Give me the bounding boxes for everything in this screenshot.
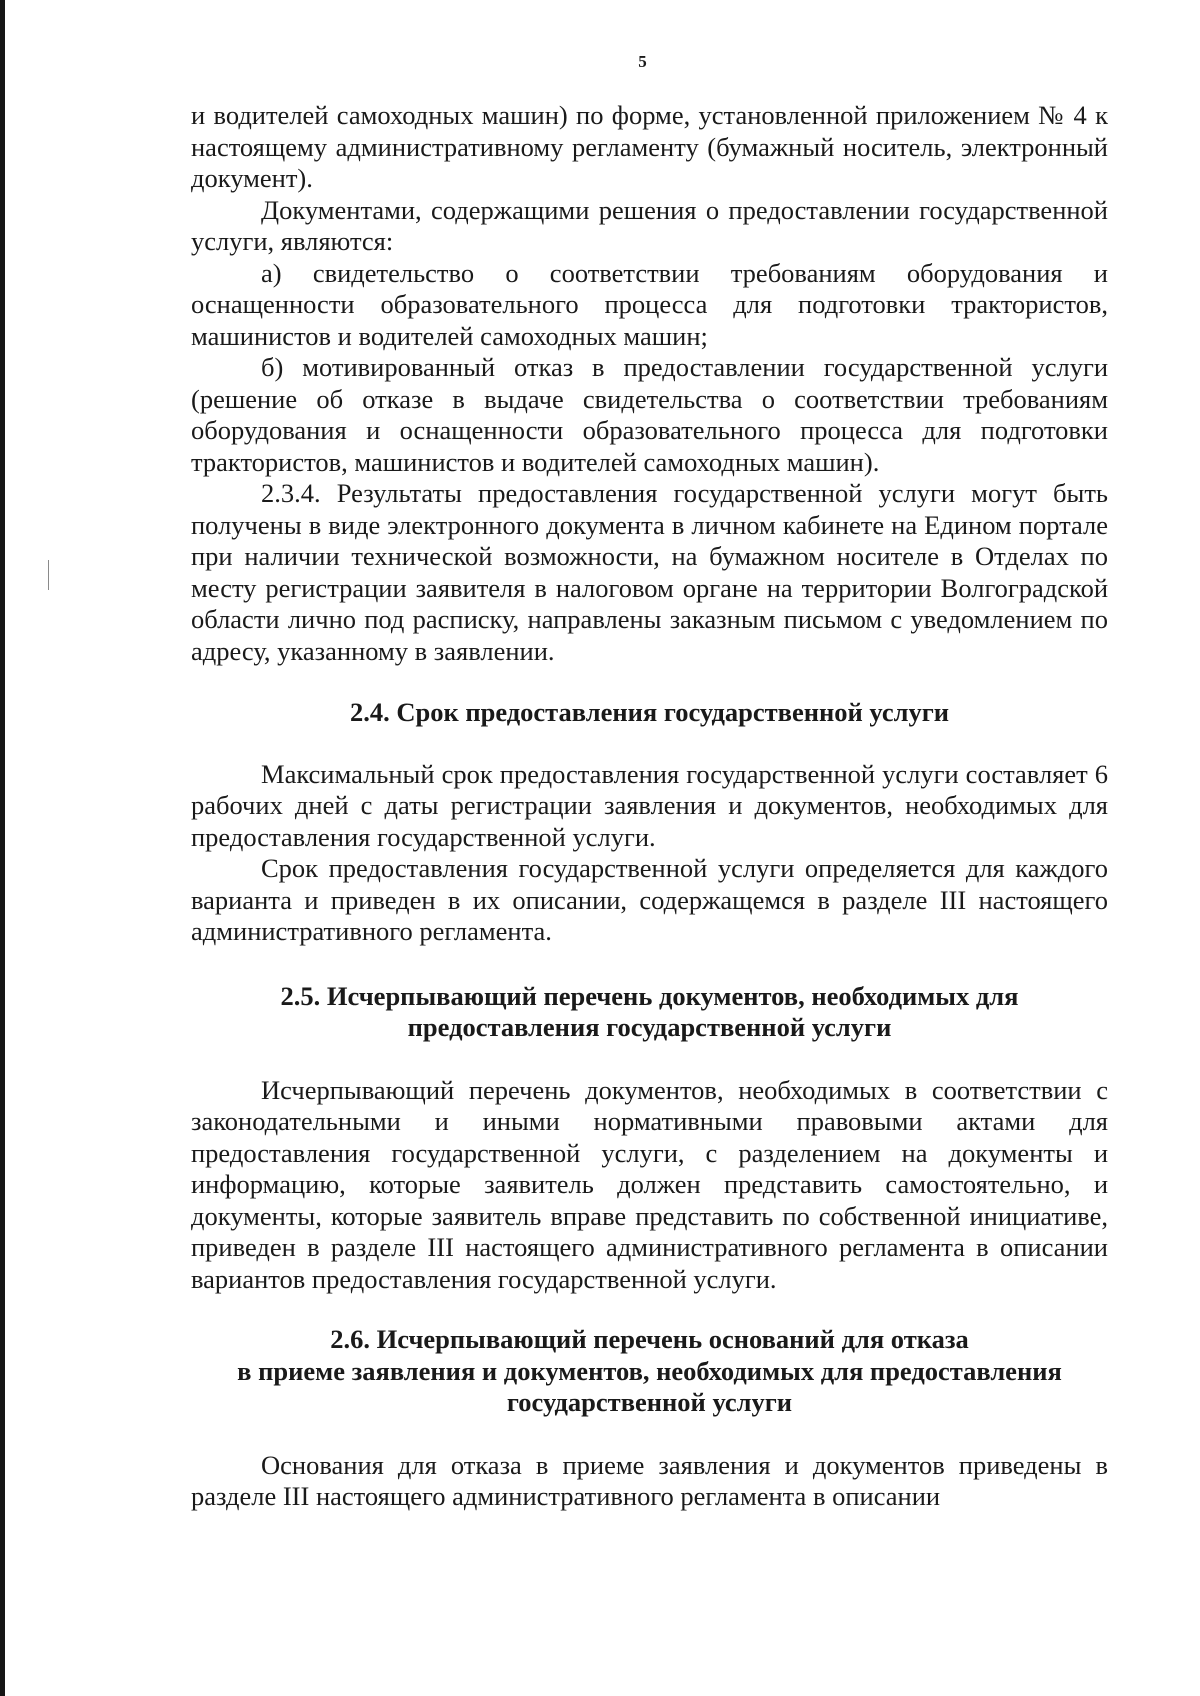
section-heading-2-6-line-1: 2.6. Исчерпывающий перечень оснований для отказа [330,1324,969,1354]
paragraph-2-3-4: 2.3.4. Результаты предоставления государственной услуги могут быть получены в виде электронного документа в личном кабинете на Едином портале при наличии технической возможности, на бумажном носителе в Отделах по месту регистрации заявителя в налоговом органе на территории Волгоградской области лично под расписку, направлены заказным письмом с уведомлением по адресу, указанному в заявлении. [191,478,1108,666]
list-item-b: б) мотивированный отказ в предоставлении государственной услуги (решение об отказе в выдаче свидетельства о соответствии требованиям оборудования и оснащенности образовательного процесса для подготовки трактористов, машинистов и водителей самоходных машин). [191,352,1108,477]
list-item-a: а) свидетельство о соответствии требованиям оборудования и оснащенности образовательного процесса для подготовки трактористов, машинистов и водителей самоходных машин; [191,257,1108,351]
paragraph-term-variant: Срок предоставления государственной услуги определяется для каждого варианта и приведен в их описании, содержащемся в разделе III настоящего административного регламента. [191,853,1108,946]
section-heading-2-5-line-1: 2.5. Исчерпывающий перечень документов, необходимых для [280,980,1019,1011]
section-heading-2-5 [191,981,1108,1044]
document-body [191,100,1108,1513]
paragraph-max-term: Максимальный срок предоставления государственной услуги составляет 6 рабочих дней с даты регистрации заявления и документов, необходимых для предоставления государственной услуги. [191,758,1108,852]
paragraph-refusal-grounds: Основания для отказа в приеме заявления и документов приведены в разделе III настоящего административного регламента в описании [191,1449,1108,1511]
section-heading-2-6-line-2: в приеме заявления и документов, необходимых для предоставления [237,1355,1062,1386]
section-heading-2-6 [191,1324,1108,1419]
section-heading-2-6-line-3: государственной услуги [506,1387,793,1417]
section-heading-2-4: 2.4. Срок предоставления государственной услуги [349,697,950,727]
section-heading-2-5-line-2: предоставления государственной услуги [407,1012,892,1042]
scan-page-edge [0,0,5,1696]
scan-margin-mark [48,560,49,590]
paragraph-documents-list: Исчерпывающий перечень документов, необходимых в соответствии с законодательными и иными нормативными правовыми актами для предоставления государственной услуги, с разделением на документы и информацию, которые заявитель должен представить самостоятельно, и документы, которые заявитель вправе представить по собственной инициативе, приведен в разделе III настоящего административного регламента в описании вариантов предоставления государственной услуги. [191,1074,1108,1294]
paragraph-continuation: и водителей самоходных машин) по форме, установленной приложением № 4 к настоящему административному регламенту (бумажный носитель, электронный документ). [191,100,1108,193]
page-number: 5 [638,52,647,71]
paragraph-decision-documents: Документами, содержащими решения о предоставлении государственной услуги, являются: [191,194,1108,256]
